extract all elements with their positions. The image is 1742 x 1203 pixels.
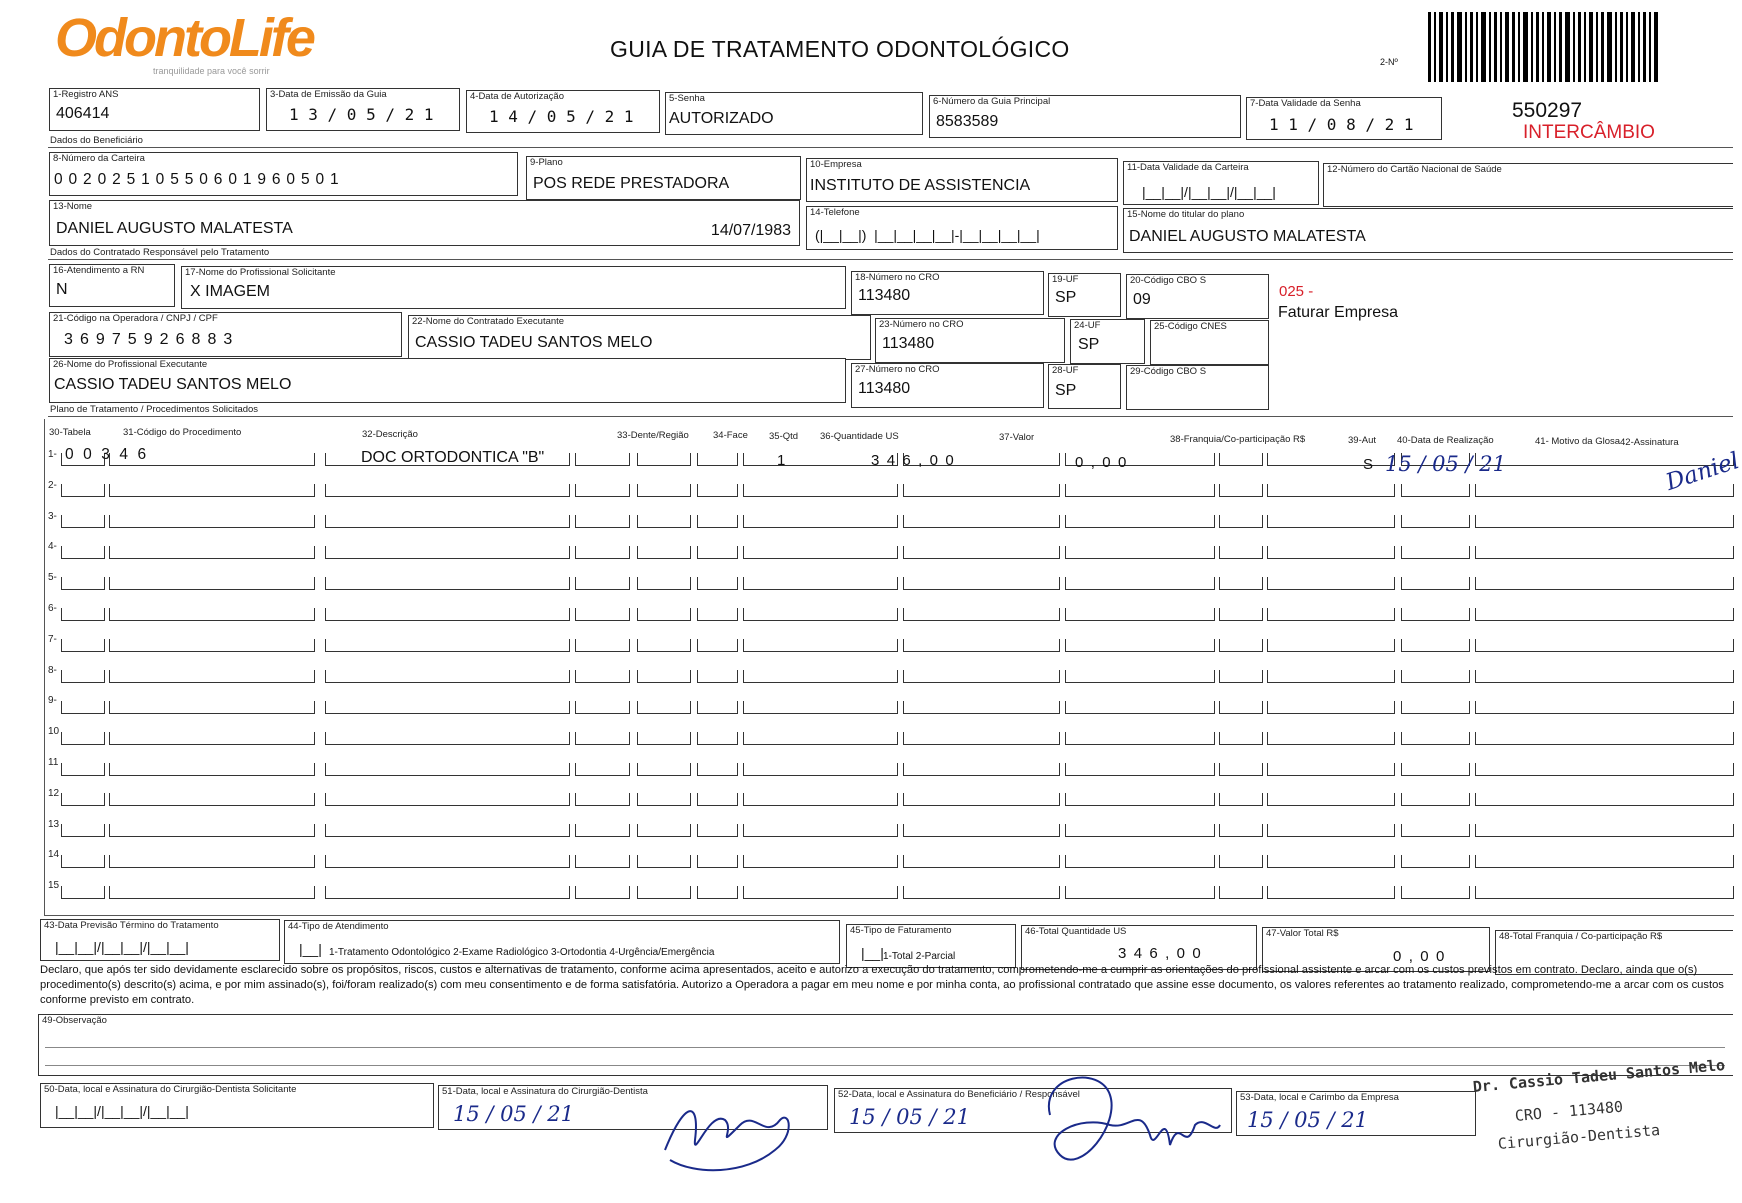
table-cell[interactable]: [1475, 886, 1734, 899]
field-validade-senha[interactable]: 7-Data Validade da Senha 1 1 / 0 8 / 2 1: [1246, 97, 1442, 140]
row1-value: 0 , 0 0: [1075, 454, 1128, 471]
col-header-motivo-glosa: 41- Motivo da Glosa: [1535, 436, 1621, 447]
table-cell[interactable]: [1475, 546, 1734, 559]
row-number: 11: [48, 757, 59, 768]
table-cell[interactable]: [325, 763, 570, 776]
table-cell[interactable]: [697, 670, 738, 683]
table-cell[interactable]: [575, 453, 630, 466]
table-cell[interactable]: [697, 484, 738, 497]
table-cell[interactable]: [61, 639, 105, 652]
table-cell[interactable]: [697, 453, 738, 466]
row1-qtd: 1: [777, 452, 786, 469]
intercambio-label: INTERCÂMBIO: [1523, 122, 1655, 143]
table-cell[interactable]: [575, 608, 630, 621]
table-cell[interactable]: [109, 577, 315, 590]
field-titular-plano[interactable]: 15-Nome do titular do plano DANIEL AUGUSTO MALATESTA: [1123, 208, 1733, 253]
table-cell[interactable]: [903, 608, 1060, 621]
table-cell[interactable]: [325, 484, 570, 497]
table-cell[interactable]: [1219, 824, 1263, 837]
table-cell[interactable]: [697, 855, 738, 868]
table-cell[interactable]: [637, 793, 691, 806]
table-cell[interactable]: [1401, 670, 1470, 683]
table-cell[interactable]: [61, 484, 105, 497]
table-cell[interactable]: [109, 608, 315, 621]
table-cell[interactable]: [1219, 484, 1263, 497]
col-header-tabela: 30-Tabela: [49, 427, 91, 438]
field-cro-solicitante[interactable]: 18-Número no CRO 113480: [851, 271, 1044, 315]
table-cell[interactable]: [903, 855, 1060, 868]
table-cell[interactable]: [1219, 577, 1263, 590]
field-registro-ans[interactable]: 1-Registro ANS 406414: [49, 88, 260, 131]
table-cell[interactable]: [637, 577, 691, 590]
table-cell[interactable]: [637, 453, 691, 466]
row1-qty-us: 3 4 6 , 0 0: [871, 452, 956, 469]
table-cell[interactable]: [697, 546, 738, 559]
table-cell[interactable]: [1267, 701, 1395, 714]
row-number: 14: [48, 849, 60, 861]
guide-number: 550297: [1512, 99, 1583, 122]
field-valor-total[interactable]: 47-Valor Total R$ 0 , 0 0: [1262, 927, 1490, 972]
table-cell[interactable]: [109, 763, 315, 776]
col-header-assinatura: 42-Assinatura: [1620, 437, 1679, 448]
table-cell[interactable]: [1401, 639, 1470, 652]
field-previsao-termino[interactable]: 43-Data Previsão Término do Tratamento |__|__|/|__|__|/|__|__|: [40, 919, 280, 961]
field-nome[interactable]: 13-Nome DANIEL AUGUSTO MALATESTA 14/07/1983: [49, 200, 800, 246]
row1-description: DOC ORTODONTICA "B": [361, 449, 545, 466]
table-cell[interactable]: [109, 732, 315, 745]
table-cell[interactable]: [1267, 577, 1395, 590]
table-cell[interactable]: [109, 670, 315, 683]
table-cell[interactable]: [575, 577, 630, 590]
table-cell[interactable]: [637, 546, 691, 559]
procedures-table: [44, 419, 1742, 916]
field-cnes[interactable]: 25-Código CNES: [1150, 320, 1269, 365]
field-uf-contratado[interactable]: 24-UF SP: [1070, 319, 1145, 364]
table-cell[interactable]: [743, 515, 898, 528]
table-cell[interactable]: [637, 855, 691, 868]
col-header-dente: 33-Dente/Região: [617, 430, 689, 441]
table-cell[interactable]: [1065, 608, 1215, 621]
table-cell[interactable]: [1219, 670, 1263, 683]
table-cell[interactable]: [697, 701, 738, 714]
field-assinatura-solicitante[interactable]: 50-Data, local e Assinatura do Cirurgião-Dentista Solicitante |__|__|/|__|__|/|__|__|: [40, 1083, 434, 1128]
table-cell[interactable]: [637, 701, 691, 714]
table-cell[interactable]: [1267, 763, 1395, 776]
table-cell[interactable]: [109, 855, 315, 868]
table-cell[interactable]: [1065, 793, 1215, 806]
table-cell[interactable]: [637, 824, 691, 837]
table-cell[interactable]: [1401, 484, 1470, 497]
row-number: 7-: [48, 633, 57, 645]
col-header-franquia: 38-Franquia/Co-participação R$: [1170, 434, 1306, 445]
table-cell[interactable]: [1065, 732, 1215, 745]
divider: [48, 416, 1733, 417]
birth-date: 14/07/1983: [710, 222, 791, 239]
field-cro-executante[interactable]: 27-Número no CRO 113480: [851, 363, 1044, 408]
declaration-text: Declaro, que após ter sido devidamente esclarecido sobre os propósitos, riscos, custos e alternativas de tratamento, conforme acima apresentados, aceito e autorizo a execução do tratamento, comprometendo-me a cumprir as orientações do profissional assistente e arcar com os custos previstos em contrato. Declaro, ainda que o(s) procedimento(s) descrito(s) acima, e por mim assinado(s), foi/foram realizado(s) com meu consentimento e de forma satisfatória. Autorizo a Operadora a pagar em meu nome e por minha conta, ao profissional contratado que assine esse documento, os valores referentes ao tratamento realizado, comprometendo-me a arcar com os custos conforme previsto em contrato.: [40, 964, 1724, 1006]
field-numero-carteira[interactable]: 8-Número da Carteira 0 0 2 0 2 5 1 0 5 5 0 6 0 1 9 6 0 5 0 1: [49, 152, 518, 196]
row-number: 8-: [48, 664, 57, 676]
logo: [55, 6, 313, 76]
billing-text: Faturar Empresa: [1278, 304, 1399, 321]
row-number: 2-: [48, 479, 57, 491]
row-number: 3-: [48, 510, 57, 522]
table-cell[interactable]: [743, 855, 898, 868]
table-cell[interactable]: [61, 608, 105, 621]
table-cell[interactable]: [637, 763, 691, 776]
table-cell[interactable]: [1065, 670, 1215, 683]
field-uf-executante[interactable]: 28-UF SP: [1048, 364, 1121, 409]
table-cell[interactable]: [575, 855, 630, 868]
table-cell[interactable]: [109, 886, 315, 899]
table-cell[interactable]: [743, 701, 898, 714]
table-cell[interactable]: [743, 824, 898, 837]
table-cell[interactable]: [325, 732, 570, 745]
table-cell[interactable]: [903, 824, 1060, 837]
table-cell[interactable]: [903, 577, 1060, 590]
field-cro-contratado[interactable]: 23-Número no CRO 113480: [875, 318, 1065, 363]
table-cell[interactable]: [1267, 732, 1395, 745]
table-cell[interactable]: [1475, 639, 1734, 652]
table-cell[interactable]: [1401, 793, 1470, 806]
table-cell[interactable]: [325, 886, 570, 899]
table-cell[interactable]: [1401, 824, 1470, 837]
stamp-line2: CRO - 113480: [1514, 1097, 1624, 1125]
table-cell[interactable]: [1475, 577, 1734, 590]
table-cell[interactable]: [1267, 453, 1395, 466]
table-cell[interactable]: [1267, 824, 1395, 837]
table-cell[interactable]: [1219, 701, 1263, 714]
table-cell[interactable]: [575, 515, 630, 528]
table-cell[interactable]: [575, 763, 630, 776]
table-cell[interactable]: [637, 484, 691, 497]
table-cell[interactable]: [1219, 732, 1263, 745]
table-cell[interactable]: [697, 763, 738, 776]
table-cell[interactable]: [1401, 608, 1470, 621]
table-cell[interactable]: [1219, 453, 1263, 466]
billing-code: 025 -: [1279, 283, 1314, 300]
table-cell[interactable]: [325, 577, 570, 590]
table-cell[interactable]: [575, 886, 630, 899]
field-senha[interactable]: 5-Senha AUTORIZADO: [665, 92, 923, 135]
table-cell[interactable]: [1401, 886, 1470, 899]
field-assinatura-beneficiario[interactable]: 52-Data, local e Assinatura do Beneficiário / Responsável 15 / 05 / 21: [834, 1088, 1232, 1133]
table-cell[interactable]: [1267, 608, 1395, 621]
beneficiary-signature: [1020, 1055, 1230, 1185]
table-cell[interactable]: [637, 886, 691, 899]
table-cell[interactable]: [61, 886, 105, 899]
table-cell[interactable]: [1219, 608, 1263, 621]
table-cell[interactable]: [697, 824, 738, 837]
table-cell[interactable]: [61, 855, 105, 868]
table-cell[interactable]: [575, 670, 630, 683]
field-numero-guia-principal[interactable]: 6-Número da Guia Principal 8583589: [929, 95, 1241, 138]
table-cell[interactable]: [743, 886, 898, 899]
table-cell[interactable]: [903, 639, 1060, 652]
barcode-image: [1428, 12, 1660, 82]
table-cell[interactable]: [325, 546, 570, 559]
table-cell[interactable]: [1475, 763, 1734, 776]
table-cell[interactable]: [743, 484, 898, 497]
row-number: 9-: [48, 695, 57, 707]
table-cell[interactable]: [325, 639, 570, 652]
stamp-line1: Dr. Cassio Tadeu Santos Melo: [1472, 1055, 1726, 1096]
field-tipo-faturamento[interactable]: 45-Tipo de Faturamento |__| 1-Total 2-Parcial: [846, 924, 1016, 968]
row-number: 12: [48, 787, 60, 799]
field-total-qtd-us[interactable]: 46-Total Quantidade US 3 4 6 , 0 0: [1021, 925, 1257, 970]
table-cell[interactable]: [1065, 824, 1215, 837]
col-header-data-realizacao: 40-Data de Realização: [1397, 435, 1494, 446]
table-cell[interactable]: [325, 701, 570, 714]
table-cell[interactable]: [637, 639, 691, 652]
field-empresa[interactable]: 10-Empresa INSTITUTO DE ASSISTENCIA: [806, 158, 1118, 202]
table-cell[interactable]: [903, 515, 1060, 528]
row-number: 1-: [48, 449, 57, 460]
table-cell[interactable]: [743, 763, 898, 776]
row-number: 10: [48, 726, 60, 738]
table-cell[interactable]: [1475, 608, 1734, 621]
row-number: 5-: [48, 572, 57, 584]
table-cell[interactable]: [1267, 484, 1395, 497]
col-header-qtd-us: 36-Quantidade US: [820, 431, 899, 442]
table-cell[interactable]: [325, 824, 570, 837]
table-cell[interactable]: [61, 732, 105, 745]
field-total-franquia[interactable]: 48-Total Franquia / Co-participação R$: [1495, 930, 1733, 975]
table-cell[interactable]: [1267, 886, 1395, 899]
row1-aut: S: [1363, 456, 1374, 473]
row-number: 6-: [48, 603, 57, 614]
table-cell[interactable]: [903, 670, 1060, 683]
table-cell[interactable]: [637, 670, 691, 683]
table-cell[interactable]: [61, 824, 105, 837]
table-cell[interactable]: [743, 639, 898, 652]
field-atendimento-rn[interactable]: 16-Atendimento a RN N: [49, 264, 175, 307]
field-data-emissao[interactable]: 3-Data de Emissão da Guia 1 3 / 0 5 / 2 1: [266, 88, 460, 131]
table-cell[interactable]: [1065, 546, 1215, 559]
table-cell[interactable]: [1401, 577, 1470, 590]
table-cell[interactable]: [903, 763, 1060, 776]
table-cell[interactable]: [1475, 855, 1734, 868]
table-cell[interactable]: [61, 577, 105, 590]
col-header-valor: 37-Valor: [999, 432, 1035, 443]
table-cell[interactable]: [743, 608, 898, 621]
table-cell[interactable]: [325, 670, 570, 683]
field-contratado-executante[interactable]: 22-Nome do Contratado Executante CASSIO TADEU SANTOS MELO: [408, 315, 871, 360]
svg-text:OdontoLife: OdontoLife: [55, 8, 313, 68]
table-cell[interactable]: [61, 546, 105, 559]
table-cell[interactable]: [109, 639, 315, 652]
table-cell[interactable]: [1065, 855, 1215, 868]
table-cell[interactable]: [109, 515, 315, 528]
table-cell[interactable]: [325, 793, 570, 806]
field-profissional-executante[interactable]: 26-Nome do Profissional Executante CASSIO TADEU SANTOS MELO: [49, 358, 846, 403]
table-cell[interactable]: [1219, 639, 1263, 652]
table-cell[interactable]: [575, 484, 630, 497]
field-plano[interactable]: 9-Plano POS REDE PRESTADORA: [526, 156, 801, 200]
table-cell[interactable]: [903, 793, 1060, 806]
col-header-face: 34-Face: [713, 430, 748, 441]
table-cell[interactable]: [1475, 515, 1734, 528]
field-cbo-executante[interactable]: 29-Código CBO S: [1126, 365, 1269, 410]
table-cell[interactable]: [1267, 793, 1395, 806]
table-cell[interactable]: [1401, 855, 1470, 868]
row1-code: 0 0 3 4 6: [65, 446, 149, 463]
table-cell[interactable]: [903, 484, 1060, 497]
table-cell[interactable]: [697, 577, 738, 590]
table-cell[interactable]: [575, 546, 630, 559]
row-number: 13: [48, 818, 60, 830]
row-number: 4-: [48, 541, 57, 553]
table-cell[interactable]: [697, 732, 738, 745]
table-cell[interactable]: [697, 515, 738, 528]
table-cell[interactable]: [1219, 515, 1263, 528]
table-cell[interactable]: [1267, 515, 1395, 528]
row1-signature: Daniel: [1662, 448, 1742, 496]
table-cell[interactable]: [743, 670, 898, 683]
table-cell[interactable]: [1065, 763, 1215, 776]
table-cell[interactable]: [1267, 855, 1395, 868]
table-cell[interactable]: [1475, 701, 1734, 714]
table-cell[interactable]: [1401, 701, 1470, 714]
table-cell[interactable]: [743, 546, 898, 559]
table-cell[interactable]: [109, 484, 315, 497]
table-cell[interactable]: [1219, 886, 1263, 899]
table-cell[interactable]: [637, 732, 691, 745]
col-header-codigo: 31-Código do Procedimento: [123, 427, 242, 438]
table-cell[interactable]: [61, 763, 105, 776]
table-cell[interactable]: [325, 608, 570, 621]
table-cell[interactable]: [1401, 763, 1470, 776]
table-cell[interactable]: [1475, 793, 1734, 806]
section-beneficiario: Dados do Beneficiário: [50, 135, 143, 146]
table-cell[interactable]: [109, 793, 315, 806]
table-cell[interactable]: [1475, 732, 1734, 745]
row-number: 15: [48, 880, 60, 892]
field-cartao-nacional-saude[interactable]: 12-Número do Cartão Nacional de Saúde: [1323, 163, 1733, 207]
table-cell[interactable]: [109, 701, 315, 714]
table-cell[interactable]: [1065, 484, 1215, 497]
table-cell[interactable]: [903, 546, 1060, 559]
divider: [48, 259, 1733, 260]
field-data-autorizacao[interactable]: 4-Data de Autorização 1 4 / 0 5 / 2 1: [466, 90, 660, 133]
table-cell[interactable]: [637, 515, 691, 528]
table-cell[interactable]: [61, 670, 105, 683]
field-assinatura-dentista[interactable]: 51-Data, local e Assinatura do Cirurgião-Dentista 15 / 05 / 21: [438, 1085, 828, 1130]
table-cell[interactable]: [697, 886, 738, 899]
field-validade-carteira[interactable]: 11-Data Validade da Carteira |__|__|/|__|__|/|__|__|: [1123, 161, 1319, 205]
col-header-descricao: 32-Descrição: [362, 429, 418, 440]
table-cell[interactable]: [697, 608, 738, 621]
table-cell[interactable]: [743, 732, 898, 745]
table-cell[interactable]: [1401, 732, 1470, 745]
table-cell[interactable]: [743, 577, 898, 590]
table-cell[interactable]: [637, 608, 691, 621]
field-codigo-operadora[interactable]: 21-Código na Operadora / CNPJ / CPF 3 6 9 7 5 9 2 6 8 8 3: [49, 312, 402, 357]
table-cell[interactable]: [1475, 670, 1734, 683]
table-cell[interactable]: [1065, 577, 1215, 590]
stamp-line3: Cirurgião-Dentista: [1497, 1120, 1661, 1153]
table-cell[interactable]: [1065, 639, 1215, 652]
logo-tagline: tranquilidade para você sorrir: [153, 66, 270, 76]
field-tipo-atendimento[interactable]: 44-Tipo de Atendimento |__| 1-Tratamento Odontológico 2-Exame Radiológico 3-Ortodontia 4-Urgência/Emergência: [284, 920, 840, 964]
table-cell[interactable]: [575, 701, 630, 714]
table-cell[interactable]: [697, 793, 738, 806]
page-title: GUIA DE TRATAMENTO ODONTOLÓGICO: [610, 36, 1070, 62]
table-cell[interactable]: [325, 855, 570, 868]
table-cell[interactable]: [903, 886, 1060, 899]
field-carimbo-empresa[interactable]: 53-Data, local e Carimbo da Empresa 15 / 05 / 21: [1236, 1091, 1476, 1136]
table-cell[interactable]: [1219, 546, 1263, 559]
field-observacao[interactable]: 49-Observação: [38, 1014, 1733, 1076]
table-cell[interactable]: [1267, 546, 1395, 559]
barcode: [1428, 12, 1660, 82]
table-cell[interactable]: [1219, 855, 1263, 868]
table-cell[interactable]: [697, 639, 738, 652]
table-cell[interactable]: [743, 793, 898, 806]
table-cell[interactable]: [1065, 701, 1215, 714]
field-cbo-solicitante[interactable]: 20-Código CBO S 09: [1126, 274, 1269, 319]
table-cell[interactable]: [903, 732, 1060, 745]
table-cell[interactable]: [61, 515, 105, 528]
table-cell[interactable]: [61, 701, 105, 714]
table-cell[interactable]: [575, 793, 630, 806]
field-profissional-solicitante[interactable]: 17-Nome do Profissional Solicitante X IMAGEM: [181, 266, 846, 309]
table-cell[interactable]: [1267, 639, 1395, 652]
col-header-qtd: 35-Qtd: [769, 431, 799, 442]
table-cell[interactable]: [575, 639, 630, 652]
table-cell[interactable]: [575, 824, 630, 837]
table-cell[interactable]: [575, 732, 630, 745]
table-cell[interactable]: [61, 793, 105, 806]
field-telefone[interactable]: 14-Telefone (|__|__|) |__|__|__|__|-|__|__|__|__|: [806, 206, 1118, 250]
col-header-aut: 39-Aut: [1348, 435, 1376, 446]
section-plano: Plano de Tratamento / Procedimentos Solicitados: [50, 404, 259, 415]
table-cell[interactable]: [109, 824, 315, 837]
section-contratado: Dados do Contratado Responsável pelo Tratamento: [50, 247, 270, 258]
table-cell[interactable]: [1219, 763, 1263, 776]
table-cell[interactable]: [1401, 546, 1470, 559]
table-cell[interactable]: [1267, 670, 1395, 683]
copy-label: 2-Nº: [1380, 57, 1398, 67]
dentist-signature: [655, 1080, 805, 1180]
table-cell[interactable]: [1065, 515, 1215, 528]
table-cell[interactable]: [325, 515, 570, 528]
table-cell[interactable]: [1065, 886, 1215, 899]
row1-date: 15 / 05 / 21: [1385, 452, 1507, 476]
table-cell[interactable]: [1475, 824, 1734, 837]
table-cell[interactable]: [1219, 793, 1263, 806]
table-cell[interactable]: [903, 701, 1060, 714]
divider: [48, 147, 1733, 148]
table-cell[interactable]: [1401, 515, 1470, 528]
table-cell[interactable]: [109, 546, 315, 559]
field-uf-solicitante[interactable]: 19-UF SP: [1048, 273, 1121, 317]
